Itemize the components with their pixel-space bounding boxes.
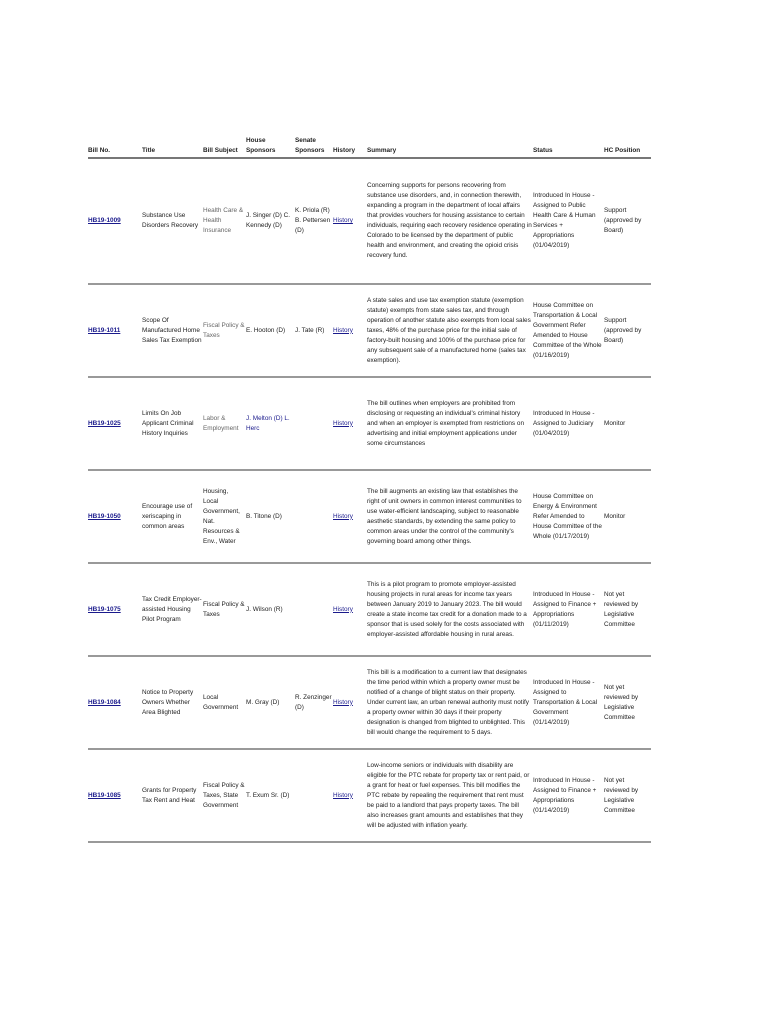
history-link[interactable]: History [333,419,353,427]
house-sponsors: J. Wilson (R) [246,563,295,656]
house-sponsors: J. Singer (D) C. Kennedy (D) [246,158,295,284]
header-senate-sponsors: Senate Sponsors [295,136,333,158]
hc-position: Support (approved by Board) [604,158,651,284]
hc-position: Not yet reviewed by Legislative Committee [604,563,651,656]
bill-subject: Local Government [203,656,246,749]
bill-summary: The bill outlines when employers are prohibited from disclosing or requesting an individual's criminal history and when an employer is exempted from restrictions on advertising and initial employment applications under some circumstances [367,377,533,470]
bill-summary: This bill is a modification to a current law that designates the time period within which a property owner must be notified of a change of blight status on their property. Under current law, an urban renewal authority must notify a property owner within 30 days if their property designation is changed from blighted to unblighted. This bill would change the requirement to 5 days. [367,656,533,749]
header-hc-position: HC Position [604,136,651,158]
hc-position: Monitor [604,377,651,470]
hc-position: Not yet reviewed by Legislative Committee [604,656,651,749]
table-row [88,470,651,563]
header-status: Status [533,136,604,158]
header-row [88,136,651,158]
house-sponsors: M. Gray (D) [246,656,295,749]
bill-status: Introduced In House - Assigned to Finance + Appropriations (01/11/2019) [533,563,604,656]
bill-subject: Housing, Local Government, Nat. Resources & Env., Water [203,470,246,563]
bill-status: Introduced In House - Assigned to Judiciary (01/04/2019) [533,377,604,470]
bill-title: Notice to Property Owners Whether Area Blighted [142,656,203,749]
table-row [88,377,651,470]
bills-table [88,136,651,843]
header-summary: Summary [367,136,533,158]
house-sponsors: J. Melton (D) L. Herc [246,377,295,470]
bill-title: Grants for Property Tax Rent and Heat [142,749,203,842]
bill-summary: Low-income seniors or individuals with disability are eligible for the PTC rebate for property tax or rent paid, or a grant for heat or fuel expenses. This bill modifies the PTC rebate by repealing the requirement that rent must be paid to a landlord that pays property taxes. The bill also increases grant amounts and establishes that they will be adjusted with inflation yearly. [367,749,533,842]
bill-title: Tax Credit Employer-assisted Housing Pilot Program [142,563,203,656]
bill-number-link[interactable]: HB19-1075 [88,605,121,613]
bill-summary: The bill augments an existing law that establishes the right of unit owners in common interest communities to use water-efficient landscaping, subject to reasonable aesthetic standards, by extending the same policy to common areas under the control of the community's governing board among other things. [367,470,533,563]
history-link[interactable]: History [333,791,353,799]
table-row [88,158,651,284]
bill-subject: Labor & Employment [203,377,246,470]
history-link[interactable]: History [333,512,353,520]
bill-status: Introduced In House - Assigned to Public Health Care & Human Services + Appropriations (01/04/2019) [533,158,604,284]
bill-title: Substance Use Disorders Recovery [142,158,203,284]
senate-sponsors: J. Tate (R) [295,284,333,377]
header-bill-no: Bill No. [88,136,142,158]
house-sponsors: B. Titone (D) [246,470,295,563]
senate-sponsors: R. Zenzinger (D) [295,656,333,749]
bill-status: House Committee on Transportation & Local Government Refer Amended to House Committee of the Whole (01/16/2019) [533,284,604,377]
header-history: History [333,136,367,158]
history-link[interactable]: History [333,698,353,706]
house-sponsors: E. Hooton (D) [246,284,295,377]
senate-sponsors [295,470,333,563]
bill-summary: This is a pilot program to promote employer-assisted housing projects in rural areas for income tax years between January 2019 to January 2023. The bill would create a state income tax credit for a donation made to a sponsor that is used solely for the costs associated with employer-assisted affordable housing in rural areas. [367,563,533,656]
bill-number-link[interactable]: HB19-1011 [88,326,121,334]
history-link[interactable]: History [333,326,353,334]
header-house-sponsors: House Sponsors [246,136,295,158]
bill-subject: Fiscal Policy & Taxes, State Government [203,749,246,842]
bill-title: Limits On Job Applicant Criminal History Inquiries [142,377,203,470]
header-bill-subject: Bill Subject [203,136,246,158]
bill-subject: Health Care & Health Insurance [203,158,246,284]
bill-status: Introduced In House - Assigned to Finance + Appropriations (01/14/2019) [533,749,604,842]
bill-status: Introduced In House - Assigned to Transportation & Local Government (01/14/2019) [533,656,604,749]
bill-status: House Committee on Energy & Environment Refer Amended to House Committee of the Whole (01/17/2019) [533,470,604,563]
bill-number-link[interactable]: HB19-1084 [88,698,121,706]
hc-position: Monitor [604,470,651,563]
senate-sponsors [295,377,333,470]
bill-number-link[interactable]: HB19-1025 [88,419,121,427]
hc-position: Support (approved by Board) [604,284,651,377]
history-link[interactable]: History [333,605,353,613]
hc-position: Not yet reviewed by Legislative Committee [604,749,651,842]
senate-sponsors [295,749,333,842]
table-row [88,656,651,749]
senate-sponsors: K. Priola (R) B. Pettersen (D) [295,158,333,284]
bill-title: Scope Of Manufactured Home Sales Tax Exemption [142,284,203,377]
bill-number-link[interactable]: HB19-1050 [88,512,121,520]
bill-subject: Fiscal Policy & Taxes [203,563,246,656]
header-title: Title [142,136,203,158]
bill-summary: Concerning supports for persons recovering from substance use disorders, and, in connection therewith, expanding a program in the department of local affairs that provides vouchers for housing assistance to certain individuals, requiring each recovery residence operating in Colorado to be licensed by the department of public health and environment, and creating the opioid crisis recovery fund. [367,158,533,284]
table-row [88,749,651,842]
senate-sponsors [295,563,333,656]
history-link[interactable]: History [333,217,353,224]
bill-number-link[interactable]: HB19-1085 [88,791,121,799]
bill-summary: A state sales and use tax exemption statute (exemption statute) exempts from state sales tax, and through operation of another statute also exempts from local sales taxes, 48% of the purchase price for the initial sale of factory-built housing and 100% of the purchase price for any subsequent sale of a manufactured home (sales tax exemption). [367,284,533,377]
table-row [88,284,651,377]
bill-subject: Fiscal Policy & Taxes [203,284,246,377]
table-row [88,563,651,656]
bill-number-link[interactable]: HB19-1009 [88,217,121,224]
house-sponsors: T. Exum Sr. (D) [246,749,295,842]
bill-title: Encourage use of xeriscaping in common areas [142,470,203,563]
